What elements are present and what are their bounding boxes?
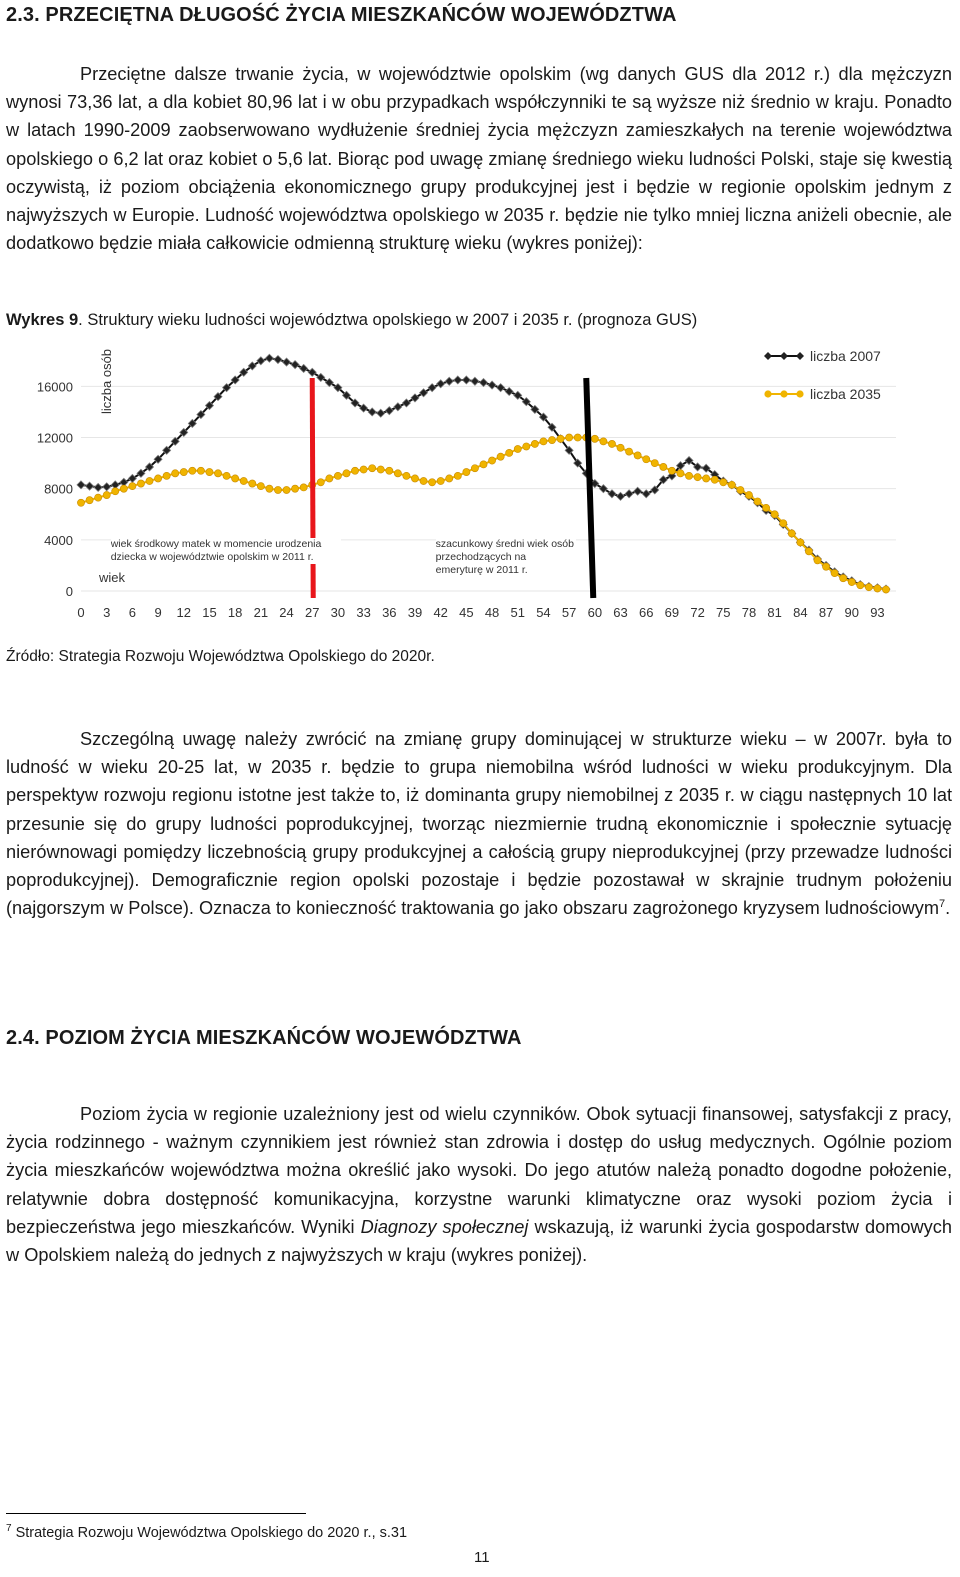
- data-point-2007: [377, 409, 385, 417]
- x-tick-label: 27: [304, 605, 320, 620]
- x-tick-label: 54: [536, 605, 551, 620]
- legend-label: liczba 2035: [810, 386, 881, 402]
- data-point-2035: [857, 582, 864, 589]
- data-point-2035: [197, 467, 204, 474]
- data-point-2007: [625, 490, 633, 498]
- data-point-2035: [454, 472, 461, 479]
- data-point-2035: [514, 445, 521, 452]
- x-tick-label: 51: [510, 605, 525, 620]
- figure-caption: Wykres 9. Struktury wieku ludności województwa opolskiego w 2007 i 2035 r. (prognoza GUS): [6, 311, 698, 329]
- figure-source: Źródło: Strategia Rozwoju Województwa Opolskiego do 2020r.: [6, 648, 435, 665]
- x-tick-label: 15: [202, 605, 217, 620]
- data-point-2035: [703, 475, 710, 482]
- data-point-2035: [480, 461, 487, 468]
- data-point-2035: [874, 585, 881, 592]
- footnote-reference[interactable]: 7: [939, 898, 946, 911]
- data-point-2035: [112, 488, 119, 495]
- x-tick-label: 87: [818, 605, 834, 620]
- x-tick-label: 39: [407, 605, 423, 620]
- data-point-2035: [240, 477, 247, 484]
- data-point-2035: [377, 466, 384, 473]
- data-point-2035: [249, 480, 256, 487]
- data-point-2035: [840, 575, 847, 582]
- x-tick-label: 18: [227, 605, 243, 620]
- data-point-2035: [463, 468, 470, 475]
- data-point-2035: [634, 452, 641, 459]
- data-point-2007: [103, 483, 111, 491]
- data-point-2035: [711, 476, 718, 483]
- legend-label: liczba 2007: [810, 348, 881, 364]
- data-point-2035: [163, 472, 170, 479]
- data-point-2007: [505, 387, 513, 395]
- data-point-2035: [266, 485, 273, 492]
- data-point-2035: [437, 477, 444, 484]
- data-point-2035: [574, 434, 581, 441]
- data-point-2035: [651, 460, 658, 467]
- data-point-2007: [497, 384, 505, 392]
- paragraph-life-expectancy: Przeciętne dalsze trwanie życia, w województwie opolskim (wg danych GUS dla 2012 r.) dla mężczyzn wynosi 73,36 lat, a dla kobiet 80,96 lat i w obu przypadkach współczynniki te są wyższe niż średnio w kraju. Ponadto w latach 1990-2009 zaobserwowano wydłużenie średniej życia mężczyzn zamieszkałych na terenie województwa opolskiego o 6,2 lat oraz kobiet o 5,6 lat. Biorąc pod uwagę zmianę średniego wieku ludności Polski, staje się kwestią oczywistą, iż poziom obciążenia ekonomicznego grupy produkcyjnej jest i będzie w regionie opolskim jednym z najwyższych w Europie. Ludność województwa opolskiego w 2035 r. będzie nie tylko mniej liczna aniżeli obecnie, ale dodatkowo będzie miała całkowicie odmienną strukturę wieku (wykres poniżej):: [6, 64, 952, 254]
- data-point-2035: [497, 453, 504, 460]
- data-point-2007: [642, 490, 650, 498]
- data-point-2035: [720, 479, 727, 486]
- data-point-2035: [471, 465, 478, 472]
- x-tick-label: 12: [176, 605, 192, 620]
- x-tick-label: 6: [128, 605, 137, 620]
- data-point-2035: [617, 444, 624, 451]
- data-point-2007: [77, 481, 85, 489]
- x-tick-label: 78: [741, 605, 757, 620]
- data-point-2035: [540, 438, 547, 445]
- x-tick-label: 75: [716, 605, 731, 620]
- data-point-2035: [557, 435, 564, 442]
- data-point-2007: [488, 381, 496, 389]
- data-point-2035: [608, 440, 615, 447]
- data-point-2035: [189, 467, 196, 474]
- annotation-retirement-age: [436, 538, 576, 588]
- data-point-2035: [754, 498, 761, 505]
- data-point-2035: [506, 449, 513, 456]
- data-point-2035: [488, 457, 495, 464]
- x-tick-label: 93: [870, 605, 885, 620]
- data-point-2035: [351, 467, 358, 474]
- data-point-2007: [274, 356, 282, 364]
- data-point-2035: [566, 434, 573, 441]
- paragraph-living-standard: Poziom życia w regionie uzależniony jest od wielu czynników. Obok sytuacji finansowej, satysfakcji z pracy, życia rodzinnego - ważnym czynnikiem jest również stan zdrowia i dostęp do usług medycznych. Ogólnie poziom życia mieszkańców województwa można określić jako wysoki. Do jego atutów należą ponadto dogodne położenie, relatywnie dobra dostępność komunikacyjna, korzystne warunki klimatyczne oraz wysoki poziom życia i bezpieczeństwa jego mieszkańców. Wyniki Diagnozy społecznej wskazują, iż warunki życia gospodarstw domowych w Opolskiem należą do jednych z najwyższych w kraju (wykres poniżej).: [6, 1104, 952, 1266]
- data-point-2035: [831, 569, 838, 576]
- x-tick-label: 66: [638, 605, 654, 620]
- data-point-2035: [214, 470, 221, 477]
- annotation-mother-age: [111, 538, 341, 588]
- data-point-2035: [677, 470, 684, 477]
- data-point-2035: [737, 486, 744, 493]
- x-tick-label: 69: [664, 605, 680, 620]
- data-point-2007: [283, 358, 291, 366]
- legend-marker: [796, 390, 803, 397]
- legend-marker: [780, 352, 788, 360]
- x-tick-label: 33: [356, 605, 371, 620]
- data-point-2035: [797, 539, 804, 546]
- data-point-2035: [360, 466, 367, 473]
- x-tick-label: 42: [433, 605, 448, 620]
- section-heading-life-expectancy: 2.3. PRZECIĘTNA DŁUGOŚĆ ŻYCIA MIESZKAŃCÓW WOJEWÓDZTWA: [6, 4, 677, 26]
- x-tick-label: 45: [459, 605, 474, 620]
- y-axis-label: liczba osób: [99, 348, 114, 414]
- x-tick-label: 84: [793, 605, 808, 620]
- data-point-2035: [848, 578, 855, 585]
- legend-marker: [796, 352, 804, 360]
- data-point-2007: [300, 364, 308, 372]
- data-point-2035: [206, 468, 213, 475]
- data-point-2035: [780, 520, 787, 527]
- data-point-2007: [291, 361, 299, 369]
- data-point-2035: [334, 472, 341, 479]
- legend-marker: [780, 390, 787, 397]
- data-point-2035: [95, 494, 102, 501]
- data-point-2035: [274, 486, 281, 493]
- data-point-2007: [480, 379, 488, 387]
- data-point-2035: [814, 557, 821, 564]
- x-tick-label: 72: [690, 605, 705, 620]
- x-tick-label: 30: [330, 605, 346, 620]
- legend-marker: [764, 390, 771, 397]
- data-point-2035: [625, 448, 632, 455]
- data-point-2035: [291, 485, 298, 492]
- data-point-2007: [394, 403, 402, 411]
- legend-marker: [764, 352, 772, 360]
- data-point-2007: [385, 407, 393, 415]
- x-tick-label: 90: [844, 605, 859, 620]
- data-point-2035: [745, 491, 752, 498]
- x-tick-label: 57: [561, 605, 577, 620]
- x-tick-label: 3: [103, 605, 111, 620]
- data-point-2035: [172, 470, 179, 477]
- x-tick-label: 48: [484, 605, 500, 620]
- data-point-2035: [283, 486, 290, 493]
- data-point-2035: [77, 499, 84, 506]
- data-point-2007: [94, 483, 102, 491]
- data-point-2035: [420, 477, 427, 484]
- data-point-2035: [86, 497, 93, 504]
- data-point-2035: [103, 491, 110, 498]
- footnote: $^7$ Strategia Rozwoju Województwa Opolskiego do 2020 r., s.31: [6, 1523, 408, 1541]
- data-point-2035: [146, 477, 153, 484]
- x-axis-label: wiek: [99, 570, 126, 585]
- data-point-2007: [617, 492, 625, 500]
- data-point-2035: [771, 511, 778, 518]
- x-tick-label: 0: [77, 605, 85, 620]
- y-tick-label: 4000: [44, 532, 73, 548]
- data-point-2035: [154, 475, 161, 482]
- paragraph-dominant-group: Szczególną uwagę należy zwrócić na zmianę grupy dominującej w strukturze wieku – w 2007r. była to ludność w wieku 20-25 lat, w 2035 r. będzie to grupa niemobilna wśród ludności w wieku produkcyjnym. Dla perspektyw rozwoju regionu istotne jest także to, iż dominanta grupy niemobilnej z 2035 r. w ciągu następnych 10 lat przesunie się do grupy ludności poprodukcyjnej, tworząc niezmiernie trudną ekonomicznie i społecznie sytuację nierównowagi pomiędzy liczebnością grupy produkcyjnej a całością grupy nieprodukcyjnej (przy przewadze ludności poprodukcyjnej). Demograficznie region opolski pozostaje i będzie pozostawał w skrajnie trudnym położeniu (najgorszym w Polsce). Oznacza to konieczność traktowania go jako obszaru zagrożonego kryzysem ludnościowym$^7$.: [6, 729, 952, 919]
- data-point-2035: [763, 504, 770, 511]
- data-point-2035: [386, 467, 393, 474]
- data-point-2035: [694, 474, 701, 481]
- data-point-2035: [523, 443, 530, 450]
- y-tick-label: 0: [65, 584, 73, 599]
- annotation-text: szacunkowy średni wiek osób przechodzących na emeryturę w 2011 r.: [435, 538, 574, 576]
- data-point-2007: [445, 377, 453, 385]
- x-tick-label: 36: [382, 605, 397, 620]
- x-tick-label: 24: [279, 605, 294, 620]
- vertical-marker: [586, 378, 593, 598]
- data-point-2035: [411, 475, 418, 482]
- data-point-2007: [454, 376, 462, 384]
- data-point-2035: [369, 465, 376, 472]
- data-point-2035: [257, 483, 264, 490]
- annotation-text: wiek środkowy matek w momencie urodzenia dziecka w województwie opolskim w 2011 r.: [111, 538, 341, 564]
- data-point-2035: [788, 530, 795, 537]
- y-tick-label: 16000: [36, 379, 73, 395]
- x-tick-label: 81: [767, 605, 782, 620]
- data-point-2035: [822, 563, 829, 570]
- data-point-2035: [300, 484, 307, 491]
- data-point-2035: [600, 438, 607, 445]
- x-tick-label: 63: [613, 605, 628, 620]
- data-point-2035: [120, 485, 127, 492]
- data-point-2035: [531, 440, 538, 447]
- data-point-2007: [265, 354, 273, 362]
- data-point-2035: [882, 586, 889, 593]
- data-point-2035: [326, 475, 333, 482]
- data-point-2035: [343, 470, 350, 477]
- section-heading-living-standard: 2.4. POZIOM ŻYCIA MIESZKAŃCÓW WOJEWÓDZTWA: [6, 1027, 522, 1049]
- data-point-2035: [660, 463, 667, 470]
- x-tick-label: 21: [253, 605, 269, 620]
- data-point-2035: [403, 472, 410, 479]
- data-point-2007: [462, 376, 470, 384]
- data-point-2035: [429, 479, 436, 486]
- data-point-2035: [668, 467, 675, 474]
- data-point-2035: [548, 436, 555, 443]
- data-point-2035: [223, 472, 230, 479]
- x-tick-label: 60: [587, 605, 603, 620]
- x-tick-label: 9: [154, 605, 162, 620]
- data-point-2035: [317, 479, 324, 486]
- data-point-2035: [805, 548, 812, 555]
- data-point-2035: [180, 468, 187, 475]
- data-point-2035: [394, 470, 401, 477]
- data-point-2035: [232, 475, 239, 482]
- data-point-2035: [137, 480, 144, 487]
- data-point-2035: [865, 584, 872, 591]
- data-point-2035: [129, 483, 136, 490]
- data-point-2007: [471, 377, 479, 385]
- data-point-2035: [685, 472, 692, 479]
- data-point-2035: [446, 475, 453, 482]
- y-tick-label: 8000: [44, 481, 73, 497]
- y-tick-label: 12000: [36, 430, 73, 446]
- data-point-2035: [591, 435, 598, 442]
- age-structure-chart: [6, 338, 906, 628]
- page-number: 11: [474, 1549, 490, 1566]
- footnote-divider: [6, 1513, 306, 1514]
- data-point-2007: [368, 408, 376, 416]
- data-point-2035: [643, 456, 650, 463]
- data-point-2035: [728, 481, 735, 488]
